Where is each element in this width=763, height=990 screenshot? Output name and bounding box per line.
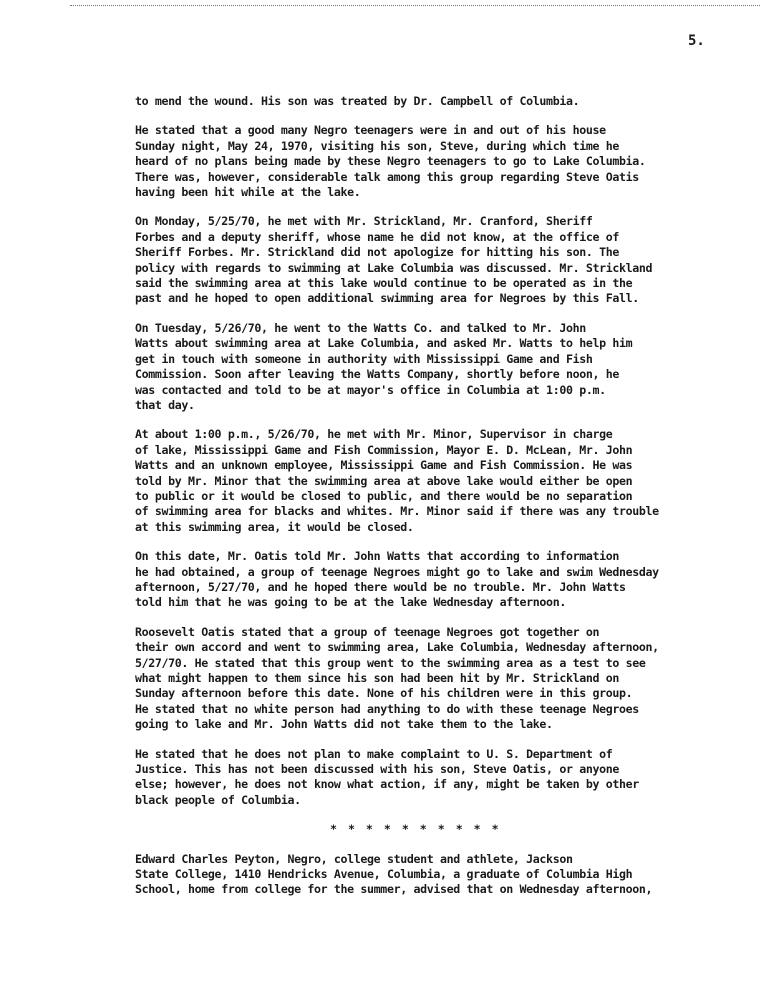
text-line: get in touch with someone in authority with Mississippi Game and Fish: [135, 351, 593, 366]
text-line: There was, however, considerable talk among this group regarding Steve Oatis: [135, 169, 639, 184]
text-line: of lake, Mississippi Game and Fish Commission, Mayor E. D. McLean, Mr. John: [135, 442, 633, 457]
text-line: afternoon, 5/27/70, and he hoped there would be no trouble. Mr. John Watts: [135, 579, 626, 594]
paragraph-list: [135, 94, 745, 808]
paragraph: [135, 625, 745, 733]
closing-paragraph: [135, 852, 745, 898]
text-line: 5/27/70. He stated that this group went to the swimming area as a test to see: [135, 655, 646, 670]
text-line: having been hit while at the lake.: [135, 185, 361, 200]
paragraph: [135, 214, 745, 306]
paragraph: [135, 427, 745, 535]
text-line: Sunday night, May 24, 1970, visiting his son, Steve, during which time he: [135, 138, 619, 153]
paragraph: [135, 747, 745, 809]
text-line: Forbes and a deputy sheriff, whose name he did not know, at the office of: [135, 229, 619, 244]
text-line: policy with regards to swimming at Lake Columbia was discussed. Mr. Strickland: [135, 260, 653, 275]
text-line: On this date, Mr. Oatis told Mr. John Watts that according to information: [135, 549, 619, 564]
top-rule: [70, 5, 760, 6]
text-line: said the swimming area at this lake would continue to be operated as in the: [135, 276, 633, 291]
paragraph: [135, 549, 745, 611]
text-line: School, home from college for the summer, advised that on Wednesday afternoon,: [135, 882, 653, 897]
text-line: at this swimming area, it would be closed.: [135, 519, 414, 534]
text-line: else; however, he does not know what action, if any, might be taken by other: [135, 777, 639, 792]
text-line: He stated that he does not plan to make complaint to U. S. Department of: [135, 746, 613, 761]
text-line: Justice. This has not been discussed with his son, Steve Oatis, or anyone: [135, 762, 619, 777]
text-line: Sunday afternoon before this date. None of his children were in this group.: [135, 686, 633, 701]
page-number: 5.: [688, 33, 705, 49]
text-line: past and he hoped to open additional swimming area for Negroes by this Fall.: [135, 291, 639, 306]
text-line: Watts and an unknown employee, Mississippi Game and Fish Commission. He was: [135, 458, 633, 473]
paragraph: [135, 321, 745, 413]
text-line: told him that he was going to be at the lake Wednesday afternoon.: [135, 595, 566, 610]
text-line: was contacted and told to be at mayor's office in Columbia at 1:00 p.m.: [135, 382, 606, 397]
document-body: [135, 94, 745, 912]
text-line: State College, 1410 Hendricks Avenue, Columbia, a graduate of Columbia High: [135, 867, 633, 882]
text-line: that day.: [135, 397, 195, 412]
text-line: On Monday, 5/25/70, he met with Mr. Strickland, Mr. Cranford, Sheriff: [135, 214, 593, 229]
text-line: going to lake and Mr. John Watts did not take them to the lake.: [135, 717, 553, 732]
text-line: to mend the wound. His son was treated by Dr. Campbell of Columbia.: [135, 94, 580, 108]
text-line: Edward Charles Peyton, Negro, college student and athlete, Jackson: [135, 851, 573, 866]
paragraph: [135, 852, 745, 898]
text-line: At about 1:00 p.m., 5/26/70, he met with Mr. Minor, Supervisor in charge: [135, 427, 613, 442]
text-line: to public or it would be closed to public, and there would be no separation: [135, 488, 633, 503]
text-line: He stated that a good many Negro teenagers were in and out of his house: [135, 123, 606, 138]
paragraph: [135, 123, 745, 200]
section-separator: * * * * * * * * * *: [330, 822, 501, 837]
text-line: Roosevelt Oatis stated that a group of teenage Negroes got together on: [135, 624, 600, 639]
text-line: black people of Columbia.: [135, 792, 301, 807]
paragraph: [135, 94, 745, 109]
text-line: Commission. Soon after leaving the Watts Company, shortly before noon, he: [135, 367, 619, 382]
text-line: Sheriff Forbes. Mr. Strickland did not apologize for hitting his son. The: [135, 245, 619, 260]
text-line: He stated that no white person had anything to do with these teenage Negroes: [135, 701, 639, 716]
text-line: what might happen to them since his son had been hit by Mr. Strickland on: [135, 671, 619, 685]
text-line: their own accord and went to swimming area, Lake Columbia, Wednesday afternoon,: [135, 640, 659, 655]
text-line: heard of no plans being made by these Negro teenagers to go to Lake Columbia.: [135, 154, 646, 169]
text-line: he had obtained, a group of teenage Negroes might go to lake and swim Wednesday: [135, 564, 659, 579]
text-line: told by Mr. Minor that the swimming area at above lake would either be open: [135, 473, 633, 488]
text-line: On Tuesday, 5/26/70, he went to the Watts Co. and talked to Mr. John: [135, 320, 586, 335]
text-line: Watts about swimming area at Lake Columbia, and asked Mr. Watts to help him: [135, 336, 633, 351]
text-line: of swimming area for blacks and whites. Mr. Minor said if there was any trouble: [135, 504, 659, 519]
